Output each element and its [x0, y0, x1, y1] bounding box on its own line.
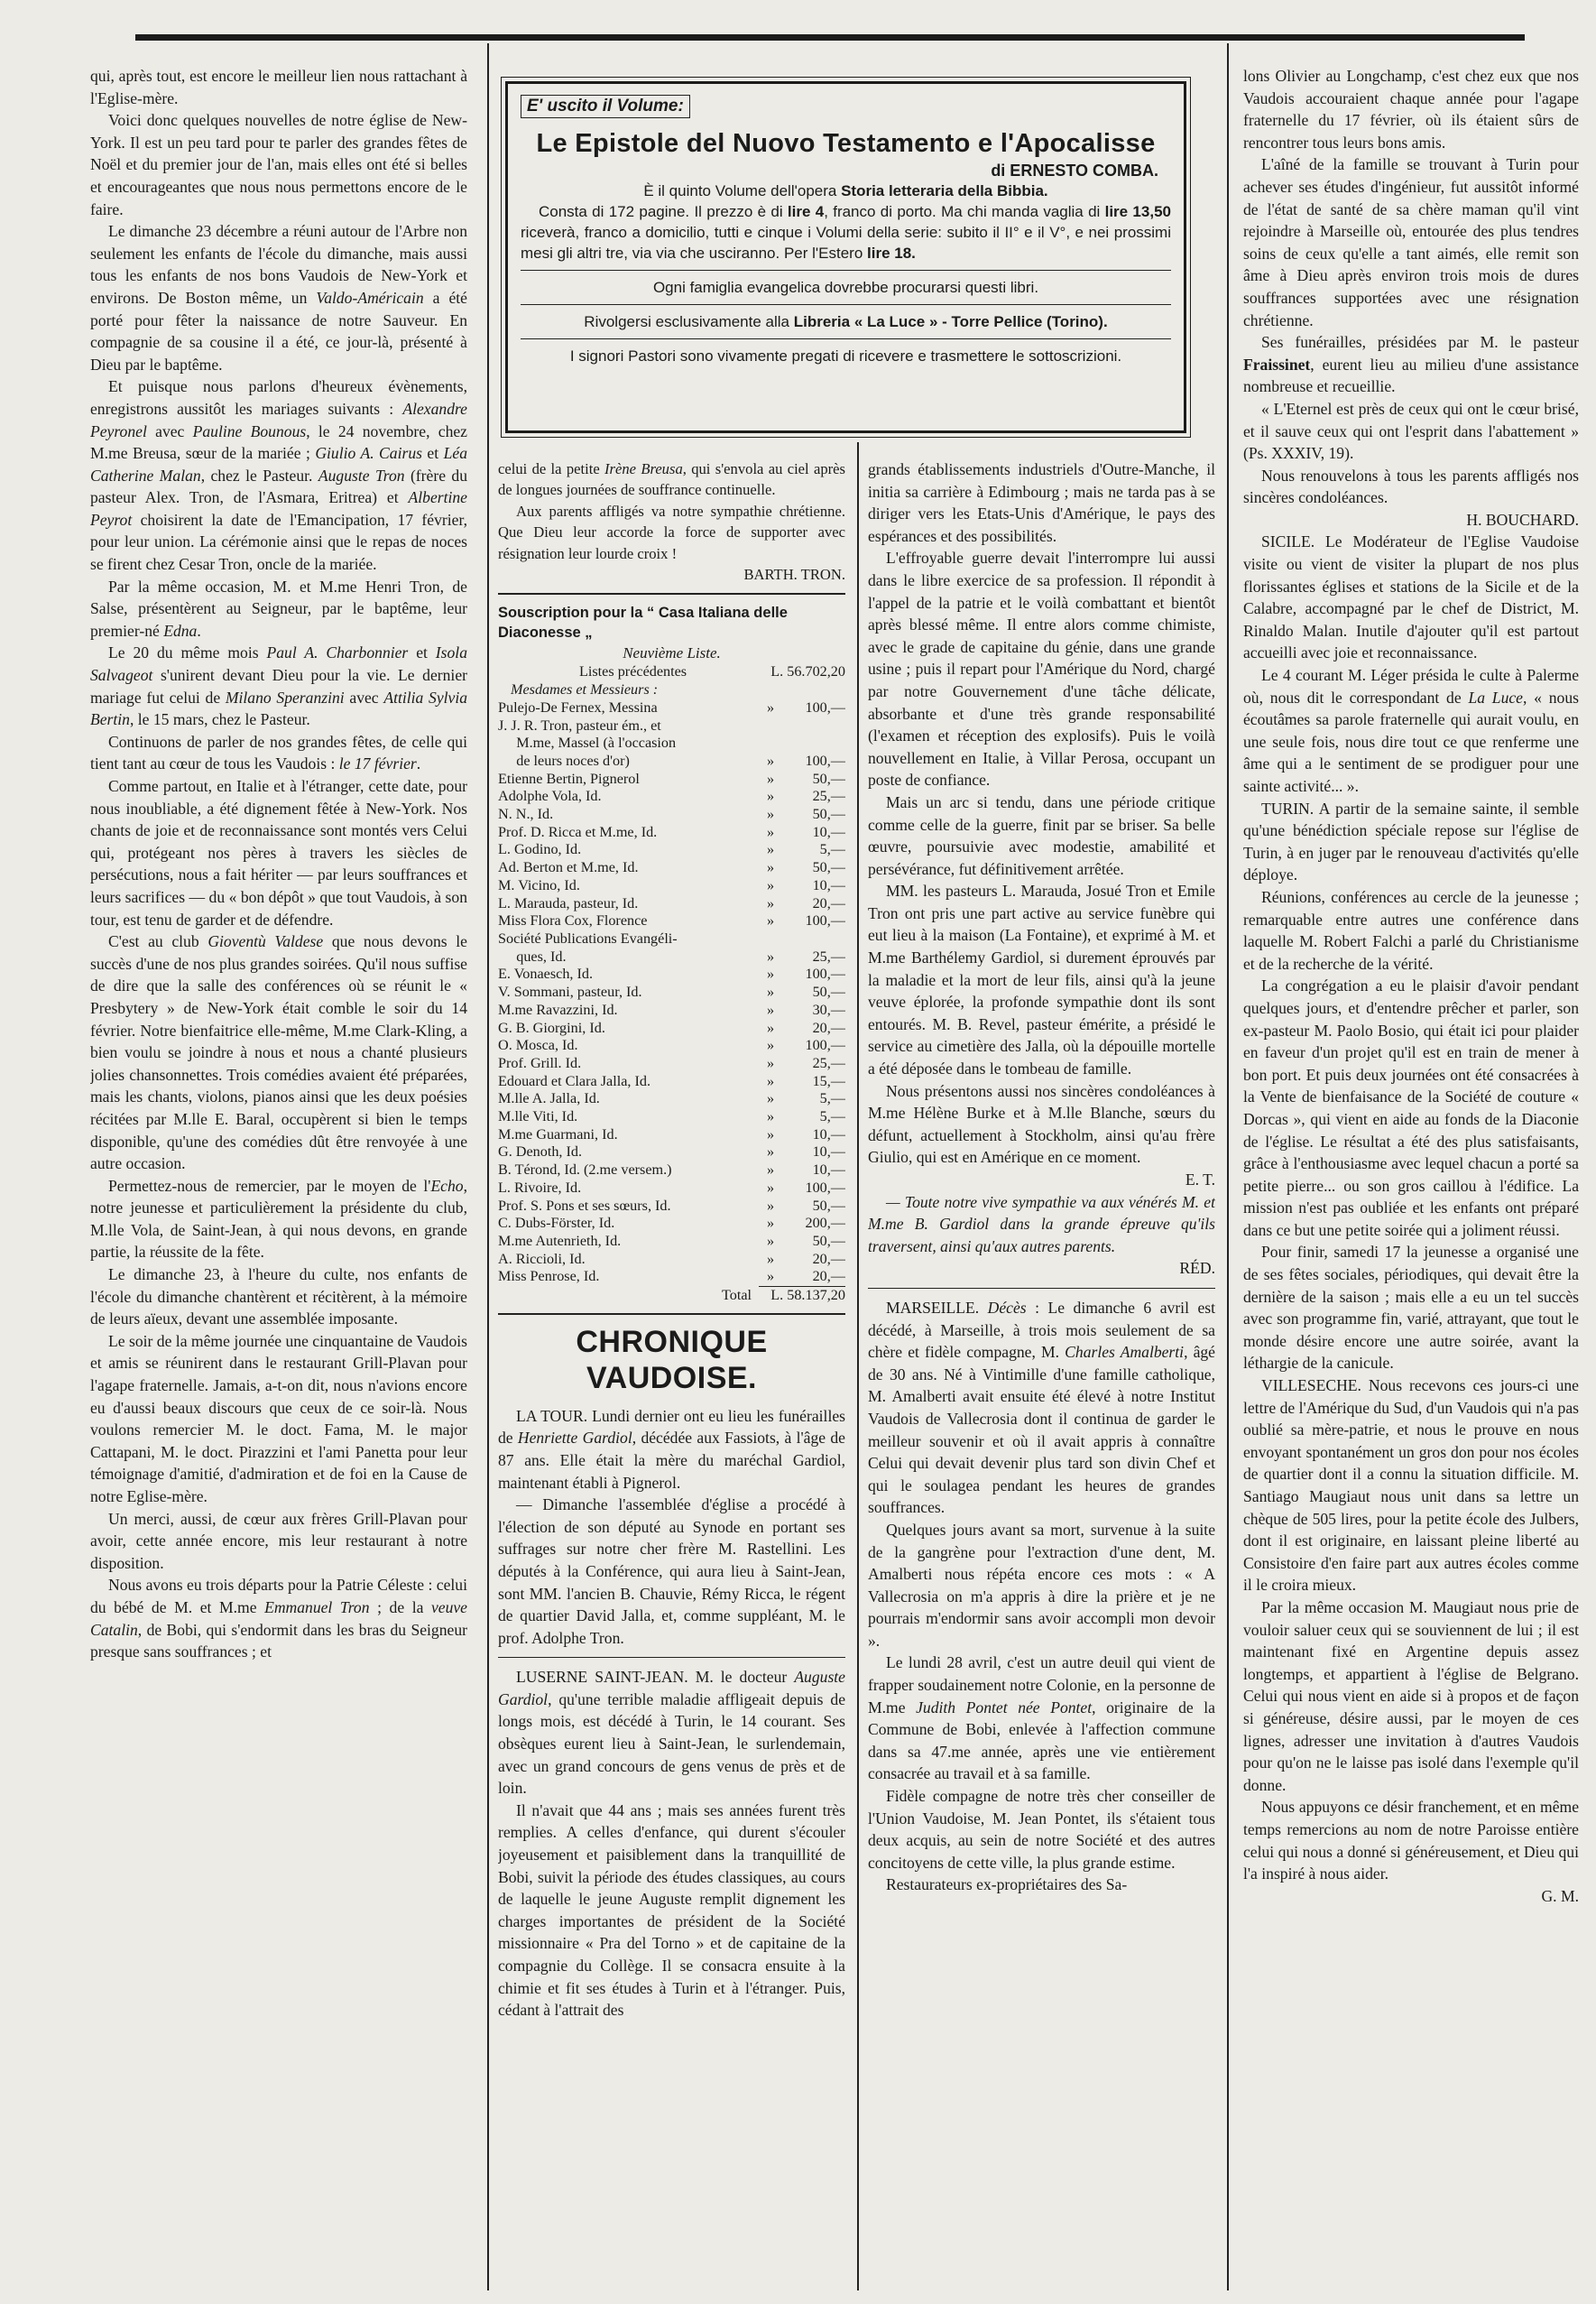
signature: H. BOUCHARD.	[1466, 510, 1579, 529]
donation-amount: 10,—	[812, 1161, 845, 1179]
ditto-mark: »	[766, 1001, 775, 1018]
subscription-row	[498, 1020, 845, 1038]
ditto-mark: »	[766, 1268, 775, 1285]
donation-amount: 20,—	[812, 1268, 845, 1285]
donation-amount	[782, 735, 845, 753]
ditto-mark: »	[766, 912, 775, 930]
ditto-mark: »	[766, 1125, 775, 1143]
ditto-mark: »	[766, 752, 775, 769]
donor-name: M.me Autenrieth, Id.	[498, 1232, 622, 1249]
subscription-row	[498, 1215, 845, 1233]
subscription-row	[498, 984, 845, 1002]
col4-paragraph: Ses funérailles, présidées par M. le pasteur Fraissinet, eurent lieu au milieu d'une assistance nombreuse et recueillie.	[1243, 333, 1579, 396]
ditto-mark: »	[766, 806, 775, 823]
donor-name: M.me, Massel (à l'occasion	[498, 735, 677, 752]
col3-paragraph: Fidèle compagne de notre très cher conseiller de l'Union Vaudoise, M. Jean Pontet, ils s'étaient tous deux acquis, au sein de notre Société et des autres concitoyens de cette ville, la plus grande estime.	[868, 1787, 1215, 1872]
donor-name: Miss Flora Cox, Florence	[498, 912, 648, 930]
column-divider-2	[857, 442, 859, 2290]
ditto-mark: »	[766, 948, 775, 965]
donation-amount: 50,—	[812, 984, 845, 1001]
col4-paragraph: Nous appuyons ce désir franchement, et en même temps remercions au nom de notre Paroisse entière celui qui nous a donné si généreusement, et Dieu qui l'a inspiré à nous aider.	[1243, 1798, 1579, 1883]
col2-paragraph: Aux parents affligés va notre sympathie chrétienne. Que Dieu leur accorde la force de supporter avec résignation leur lourde croix !	[498, 502, 845, 562]
subscription-row	[498, 824, 845, 842]
subscription-table	[498, 663, 845, 699]
donation-amount: 30,—	[812, 1001, 845, 1018]
subscription-row	[498, 1161, 845, 1180]
donation-amount: 100,—	[805, 1037, 845, 1054]
ditto-mark	[759, 717, 782, 736]
donor-name: Prof. Grill. Id.	[498, 1054, 582, 1071]
donation-amount: 50,—	[812, 1197, 845, 1214]
col1-paragraph: Nous avons eu trois départs pour la Patrie Céleste : celui du bébé de M. et M.me Emmanuel Tron ; de la veuve Catalin, de Bobi, qui s'endormit dans les bras du Seigneur presque sans souffrances ; et	[90, 1576, 467, 1661]
donor-name: Prof. S. Pons et ses sœurs, Id.	[498, 1197, 671, 1214]
ad-volume-line: È il quinto Volume dell'opera Storia letteraria della Bibbia.	[643, 182, 1048, 199]
subscription-row	[498, 1037, 845, 1055]
col3-paragraph: Nous présentons aussi nos sincères condoléances à M.me Hélène Burke et à M.lle Blanche, sœurs du défunt, actuellement à Stockholm, ainsi qu'au frère Giulio, qui est en Amérique en ce moment.	[868, 1081, 1215, 1167]
subscription-row	[498, 699, 845, 717]
col1-paragraph: Et puisque nous parlons d'heureux évènements, enregistrons aussitôt les mariages suivants : Alexandre Peyronel avec Pauline Bounous, le 24 novembre, chez M.me Breusa, sœur de la mariée ; Giulio A. Cairus et Léa Catherine Malan, chez le Pasteur. Auguste Tron (frère du pasteur Alex. Tron, de l'Asmara, Eritrea) et Albertine Peyrot choisirent la date de l'Emancipation, 17 février, pour leur union. La cérémonie ainsi que le repas de noces se firent chez Cesar Tron, oncle de la mariée.	[90, 377, 467, 574]
donor-name: Pulejo-De Fernex, Messina	[498, 699, 658, 716]
col1-paragraph: Permettez-nous de remercier, par le moyen de l'Echo, notre jeunesse et particulièrement la présidente du club, M.lle Vola, de Saint-Jean, à qui nous devons, en grande partie, la réussite de la fête.	[90, 1176, 467, 1262]
subscription-row	[498, 841, 845, 859]
col2-paragraph: LA TOUR. Lundi dernier ont eu lieu les funérailles de Henriette Gardiol, décédée aux Fassiots, à l'âge de 87 ans. Elle était la mère du maréchal Gardiol, maintenant établi à Pignerol.	[498, 1406, 845, 1492]
column-divider-3	[1227, 43, 1229, 2290]
subscription-row	[498, 1002, 845, 1020]
col2-paragraph: — Dimanche l'assemblée d'église a procédé à l'élection de son député au Synode en portant ses suffrages sur notre cher frère M. Rastellini. Les députés à la Conférence, qui aura lieu à Saint-Jean, sont MM. l'ancien B. Chauvie, Rémy Ricca, le régent de quartier David Jalla, et, comme suppléant, M. le prof. Adolphe Tron.	[498, 1495, 845, 1647]
donation-amount: 5,—	[819, 1090, 845, 1107]
subscription-subtitle: Neuvième Liste.	[623, 644, 721, 662]
signature: G. M.	[1541, 1886, 1579, 1905]
donor-name: Prof. D. Ricca et M.me, Id.	[498, 823, 658, 840]
column-divider-1	[487, 43, 489, 2290]
col1-paragraph: Le 20 du même mois Paul A. Charbonnier et Isola Salvageot s'unirent devant Dieu pour la vie. Le dernier mariage fut celui de Milano Speranzini avec Attilia Sylvia Bertin, le 15 mars, chez le Pasteur.	[90, 643, 467, 729]
ad-family-line: Ogni famiglia evangelica dovrebbe procurarsi questi libri.	[652, 279, 1039, 296]
ditto-mark: »	[766, 1250, 775, 1267]
col4-paragraph: SICILE. Le Modérateur de l'Eglise Vaudoise visite ou vient de visiter la plupart de nos plus florissantes églises et stations de la Sicile et de la Calabre, accompagné par le chef de District, M. Rinaldo Malan. Inutile d'ajouter qu'il est partout accueilli avec joie et reconnaissance.	[1243, 532, 1579, 662]
col1-paragraph: Par la même occasion, M. et M.me Henri Tron, de Salse, présentèrent au Seigneur, par le baptême, leur premier-né Edna.	[90, 577, 467, 640]
subscription-title: Souscription pour la “ Casa Italiana delle Diaconesse „	[498, 605, 788, 642]
ad-title: Le Epistole del Nuovo Testamento e l'Apocalisse	[536, 129, 1156, 158]
col3-paragraph: grands établissements industriels d'Outre-Manche, il initia sa carrière à Edimbourg ; mais ne tarda pas à se diriger vers les Etats-Unis d'Amérique, le pays des espérances et des possibilités.	[868, 460, 1215, 545]
donation-amount: 5,—	[819, 1108, 845, 1125]
donor-name: C. Dubs-Förster, Id.	[498, 1215, 615, 1232]
donation-amount: 10,—	[812, 1143, 845, 1161]
col4-paragraph: La congrégation a eu le plaisir d'avoir pendant quelques jours, et d'entendre prêcher et parler, son ex-pasteur M. Paolo Bosio, qui était ici pour plaider en faveur d'un projet qu'il est en train de mener à bon port. Et puis deux journées ont été consacrées à la Vente de bienfaisance de la Société de couture « Dorcas », qui vient en aide au fonds de la Diaconie de l'église. Le résultat a été des plus satisfaisants, grâce à l'enthousiasme avec lequel chacun a porté sa petite pierre... ou son gros caillou à l'édifice. La mission n'est pas oubliée et les enfants ont préparé dans ce but une petite soirée qui a joliment réussi.	[1243, 976, 1579, 1239]
column-4	[1243, 65, 1579, 2294]
subscription-row	[498, 877, 845, 895]
subscription-row	[498, 1268, 845, 1286]
donor-name: Etienne Bertin, Pignerol	[498, 770, 640, 787]
donation-amount: 100,—	[805, 1179, 845, 1196]
donor-name: M.lle A. Jalla, Id.	[498, 1090, 600, 1107]
donation-amount: 10,—	[812, 1125, 845, 1143]
donation-amount: 25,—	[812, 948, 845, 965]
donation-amount	[782, 717, 845, 736]
ad-price-text: Consta di 172 pagine. Il prezzo è di lire 4, franco di porto. Ma chi manda vaglia di lire 13,50 riceverà, franco a domicilio, tutti e cinque i Volumi della serie: subito il II° e il V°, e nei prossimi mesi gli altri tre, via via che usciranno. Per l'Estero lire 18.	[521, 203, 1171, 262]
ad-pastors-line: I signori Pastori sono vivamente pregati di ricevere e trasmettere le sottoscrizioni.	[569, 347, 1122, 365]
donation-amount: 50,—	[812, 806, 845, 823]
donor-name: O. Mosca, Id.	[498, 1037, 578, 1054]
ditto-mark	[759, 735, 782, 753]
donation-amount: 25,—	[812, 788, 845, 805]
subscription-total: Total L. 58.137,20	[721, 1286, 845, 1304]
donation-amount: 100,—	[805, 699, 845, 716]
donation-amount: 50,—	[812, 1232, 845, 1249]
donation-amount: 20,—	[812, 1250, 845, 1267]
col4-paragraph: Pour finir, samedi 17 la jeunesse a organisé une de ses fêtes sociales, périodiques, qui devait être la dernière de la saison ; mais elle a eu un tel succès avec son programme fin, varié, attrayant, que tout le monde désire encore une autre soirée, avant la léthargie de la canicule.	[1243, 1243, 1579, 1373]
col4-paragraph: L'aîné de la famille se trouvant à Turin pour achever ses études d'ingénieur, fut aussitôt informé de l'état de santé de sa chère maman qu'il vint rejoindre à Marseille où, entourée des plus tendres soins de ceux qu'elle a tant aimés, elle remit son âme à Dieu après environ trois mois de dures souffrances supportées avec une résignation chrétienne.	[1243, 155, 1579, 329]
col2-paragraph: LUSERNE SAINT-JEAN. M. le docteur Auguste Gardiol, qu'une terrible maladie affligeait depuis de longs mois, est décédé à Turin, le 14 courant. Ses obsèques eurent lieu à Saint-Jean, le surlendemain, avec un grand concours de gens venus de près et de loin.	[498, 1668, 845, 1798]
top-rule	[135, 34, 1525, 41]
donation-amount: 200,—	[805, 1215, 845, 1232]
col4-paragraph: Réunions, conférences au cercle de la jeunesse ; remarquable entre autres une conférence dans laquelle M. Robert Falchi a parlé du Christianisme et de la recherche de la vérité.	[1243, 887, 1579, 973]
subscription-row	[498, 930, 845, 948]
donor-name: B. Térond, Id. (2.me versem.)	[498, 1161, 672, 1179]
donor-name: Adolphe Vola, Id.	[498, 788, 602, 805]
donation-amount: 100,—	[805, 912, 845, 930]
donation-amount: 100,—	[805, 752, 845, 769]
subscription-row	[498, 948, 845, 967]
subscription-row	[498, 966, 845, 984]
donation-amount: 25,—	[812, 1054, 845, 1071]
donor-name: A. Riccioli, Id.	[498, 1250, 586, 1267]
col3-paragraph: Quelques jours avant sa mort, survenue à la suite de la gangrène pour l'extraction d'une dent, M. Amalberti nous répéta encore ces mots : « A Vallecrosia on m'a appris à dire la prière et je ne pourrais m'endormir sans avoir accompli mon devoir ».	[868, 1520, 1215, 1650]
ditto-mark: »	[766, 1197, 775, 1214]
col3-paragraph: Le lundi 28 avril, c'est un autre deuil qui vient de frapper soudainement notre Colonie, en la personne de M.me Judith Pontet née Pontet, originaire de la Commune de Bobi, enlevée à l'affection commune dans sa 47.me année, après une vie entièrement consacrée au travail et à sa famille.	[868, 1653, 1215, 1783]
signature: E. T.	[1185, 1171, 1215, 1189]
subscription-row	[498, 912, 845, 930]
col3-paragraph: L'effroyable guerre devait l'interrompre lui aussi dans le libre exercice de sa profession. Il répondit à l'appel de la patrie et le voilà combattant et bientôt après blessé même. Il entre alors comme chimiste, avec le grade de capitaine du génie, dans une grande usine ; puis il repart pour l'Amérique du Nord, chargé par notre Gouvernement d'une tâche délicate, absorbante et d'une très grande responsabilité (l'examen et réception des explosifs). Puis le voilà nouvellement en Italie, à Villar Perosa, occupant un poste de confiance.	[868, 549, 1215, 790]
donor-name: L. Marauda, pasteur, Id.	[498, 894, 639, 911]
col3-paragraph: Mais un arc si tendu, dans une période critique comme celle de la guerre, finit par se briser. Sa belle œuvre, poursuivie avec modestie, amabilité et persévérance, fut définitivement arrêtée.	[868, 792, 1215, 878]
col2-paragraph: Il n'avait que 44 ans ; mais ses années furent très remplies. A celles d'enfance, qui durent s'écouler joyeusement et paisiblement dans la tranquillité de Bobi, suivit la période des études classiques, au cours de laquelle le jeune Auguste remplit dignement les charges importantes de président de la Société missionnaire « Pra del Torno » et de capitaine de la compagnie du Collège. Il se consacra ensuite à la chimie et fit ses études à Turin et à l'étranger. Puis, cédant à l'attrait des	[498, 1800, 845, 2020]
col1-paragraph: Le dimanche 23 décembre a réuni autour de l'Arbre non seulement les enfants de l'école du dimanche, mais aussi tous les enfants de nos bons Vaudois de New-York et environs. De Boston même, un Valdo-Américain a été porté pour fêter la naissance de notre Sauveur. En compagnie de sa cousine il a été, ce jour-là, présenté à Dieu par le baptême.	[90, 222, 467, 374]
donation-amount: 10,—	[812, 876, 845, 893]
previous-lists-row: Listes précédentes L. 56.702,20	[579, 663, 845, 680]
column-3	[868, 458, 1215, 2294]
donor-name: ques, Id.	[498, 948, 567, 965]
donation-amount: 100,—	[805, 966, 845, 983]
subscription-row	[498, 1143, 845, 1161]
col4-paragraph: VILLESECHE. Nous recevons ces jours-ci une lettre de l'Amérique du Sud, d'un Vaudois qui n'a pas oublié sa mère-patrie, et nous le prouve en nous envoyant spontanément un gros don pour nos écoles de quartier dont il a connu la situation difficile. M. Santiago Maugiaut nous unit dans sa lettre un chèque de 505 lires, pour la petite école des Julbers, dont il est originaire, en laissant pleine liberté au Consistoire d'en faire part aux autres écoles comme il le croira mieux.	[1243, 1376, 1579, 1595]
column-2	[498, 458, 845, 2294]
signature: RÉD.	[1179, 1259, 1215, 1278]
ditto-mark: »	[766, 1054, 775, 1071]
ditto-mark: »	[766, 1215, 775, 1232]
ditto-mark: »	[766, 984, 775, 1001]
ditto-mark: »	[766, 699, 775, 716]
subscription-row	[498, 1055, 845, 1073]
ditto-mark: »	[766, 1108, 775, 1125]
ditto-mark: »	[766, 788, 775, 805]
donor-name: Ad. Berton et M.me, Id.	[498, 859, 639, 876]
donor-name: V. Sommani, pasteur, Id.	[498, 984, 642, 1001]
col3-paragraph: — Toute notre vive sympathie va aux vénérés M. et M.me B. Gardiol dans la grande épreuve qu'ils traversent, ainsi qu'aux autres parents.	[868, 1192, 1215, 1255]
ad-kicker: E' uscito il Volume:	[521, 95, 690, 118]
donor-name: G. B. Giorgini, Id.	[498, 1019, 605, 1036]
donor-name: J. J. R. Tron, pasteur ém., et	[498, 717, 661, 734]
donor-name: M.me Guarmani, Id.	[498, 1125, 618, 1143]
col1-paragraph: Comme partout, en Italie et à l'étranger, cette date, pour nous inoubliable, a été dignement fêtée à New-York. Nos chants de joie et de reconnaissance sont montés vers Celui qui, protégeant nos pères à travers les siècles de persécutions, nous a fait hériter — par leurs souffrances et leurs sacrifices — du « bon dépôt » que tout Vaudois, à son tour, est tenu de garder et de défendre.	[90, 777, 467, 929]
ditto-mark: »	[766, 1072, 775, 1089]
donor-name: de leurs noces d'or)	[498, 752, 630, 769]
donor-name: M.lle Viti, Id.	[498, 1108, 578, 1125]
donation-amount: 20,—	[812, 1019, 845, 1036]
ditto-mark: »	[766, 966, 775, 983]
donor-name: E. Vonaesch, Id.	[498, 966, 594, 983]
subscription-row	[498, 1198, 845, 1216]
ditto-mark: »	[766, 859, 775, 876]
col1-paragraph: qui, après tout, est encore le meilleur lien nous rattachant à l'Eglise-mère.	[90, 67, 467, 107]
subscription-row	[498, 753, 845, 771]
ad-contact-line: Rivolgersi esclusivamente alla Libreria « La Luce » - Torre Pellice (Torino).	[584, 313, 1108, 330]
col1-paragraph: Le soir de la même journée une cinquantaine de Vaudois et amis se réunirent dans le restaurant Grill-Plavan pour l'agape fraternelle. Jamais, a-t-on dit, nous n'avions encore eu d'aussi beaux discours que ceux de ce soir-là. Nous voulons remercier M. le doct. Fama, M. le major Cattapani, M. le doct. Pirazzini et l'ami Panetta pour leur témoignage d'amitié, d'admiration et de foi en la Cause de notre Eglise-mère.	[90, 1331, 467, 1505]
donor-name: Société Publications Evangéli-	[498, 930, 678, 947]
col3-paragraph: MM. les pasteurs L. Marauda, Josué Tron et Emile Tron ont pris une part active au service funèbre qui eut lieu à la maison (La Fontaine), et exprimé à M. et M.me Barthélemy Gardiol, si durement éprouvés par la maladie et la mort de leur fils, ainsi qu'à la jeune veuve éplorée, la profonde sympathie dont ils sont entourés. M. B. Revel, pasteur émérite, a présidé le service au cimetière des Jalla, où la dépouille mortelle a été déposée dans le tombeau de famille.	[868, 882, 1215, 1078]
col1-paragraph: Le dimanche 23, à l'heure du culte, nos enfants de l'école du dimanche chantèrent et récitèrent, à la mémoire de leurs aïeux, devant une assemblée imposante.	[90, 1265, 467, 1328]
donation-amount: 10,—	[812, 823, 845, 840]
chronique-heading: CHRONIQUE VAUDOISE.	[576, 1324, 768, 1395]
ditto-mark: »	[766, 1090, 775, 1107]
subscription-row	[498, 717, 845, 736]
col2-paragraph: celui de la petite Irène Breusa, qui s'envola au ciel après de longues journées de souffrance continuelle.	[498, 460, 845, 499]
donation-amount: 50,—	[812, 770, 845, 787]
col4-paragraph: TURIN. A partir de la semaine sainte, il semble qu'une bénédiction spéciale repose sur l'église de Turin, à en juger par le renouveau d'activités qu'elle déploye.	[1243, 799, 1579, 884]
donation-amount: 20,—	[812, 894, 845, 911]
donor-name: Edouard et Clara Jalla, Id.	[498, 1072, 651, 1089]
ditto-mark: »	[766, 876, 775, 893]
ditto-mark: »	[766, 823, 775, 840]
ditto-mark: »	[766, 1232, 775, 1249]
donation-amount: 5,—	[819, 841, 845, 858]
subscription-row	[498, 1233, 845, 1251]
col3-paragraph: MARSEILLE. Décès : Le dimanche 6 avril est décédé, à Marseille, à trois mois seulement de sa chère et fidèle compagne, M. Charles Amalberti, âgé de 30 ans. Né à Vintimille d'une famille catholique, M. Amalberti avait ensuite été élevé à notre Institut Vaudois de Vallecrosia dont il continua de garder le meilleur souvenir et où il avait appris à connaître Celui qui devait devenir plus tard son divin Chef et qui le soulagea pendant les heures de grandes souffrances.	[868, 1298, 1215, 1517]
signature: BARTH. TRON.	[743, 566, 845, 584]
col1-paragraph: C'est au club Gioventù Valdese que nous devons le succès d'une de nos plus grandes soirées. Qu'il nous suffise de dire que la salle des conférences où se réunit le « Presbytery » de New-York était comble le soir du 14 février. Notre bienfaitrice elle-même, M.me Clark-Kling, a bien voulu se joindre à nous et nous a chanté plusieurs jolies chansonnettes. Trois comédies avaient été préparées, mais les chants, violons, pianos ainsi que les deux poésies récitées par M.lle E. Baral, occupèrent si bien le temps disponible, qu'une des comédies dût être renvoyée à une autre occasion.	[90, 932, 467, 1173]
ditto-mark: »	[766, 1019, 775, 1036]
subscription-row	[498, 859, 845, 877]
ditto-mark: »	[766, 770, 775, 787]
subscription-rows	[498, 699, 845, 1286]
col4-paragraph: « L'Eternel est près de ceux qui ont le cœur brisé, et il sauve ceux qui ont l'esprit dans l'abattement » (Ps. XXXIV, 19).	[1243, 399, 1579, 463]
ditto-mark: »	[766, 894, 775, 911]
book-advertisement	[505, 81, 1186, 433]
col4-paragraph: Le 4 courant M. Léger présida le culte à Palerme où, nous dit le correspondant de La Luce, « nous écoutâmes sa parole fraternelle qui aurait voulu, en une seule fois, nous dire tout ce que renferme une âme qui a le sentiment de se prodiguer pour une sainte activité... ».	[1243, 666, 1579, 795]
subscription-row	[498, 806, 845, 824]
subscription-row	[498, 1251, 845, 1269]
donor-name: N. N., Id.	[498, 806, 554, 823]
subscription-row	[498, 895, 845, 913]
donor-name: L. Godino, Id.	[498, 841, 582, 858]
subscription-row	[498, 788, 845, 806]
list-intro: Mesdames et Messieurs :	[511, 681, 659, 699]
ditto-mark: »	[766, 1161, 775, 1179]
col3-paragraph: Restaurateurs ex-propriétaires des Sa-	[886, 1875, 1128, 1894]
col1-paragraph: Voici donc quelques nouvelles de notre église de New-York. Il est un peu tard pour te parler des grandes fêtes de Noël et du premier jour de l'an, mais elles ont été si belles et encourageantes que nous nous permettons encore de le faire.	[90, 111, 467, 218]
donor-name: M. Vicino, Id.	[498, 876, 580, 893]
col4-paragraph: Par la même occasion M. Maugiaut nous prie de vouloir saluer ceux qui se souviennent de lui ; il est maintenant fixé en Argentine depuis assez longtemps, et appartient à l'église de Belgrano. Celui qui nous vient en aide si à propos et de façon si généreuse, désire aussi, par le moyen de ces lignes, adresser une invitation à d'autres Vaudois pour qu'on ne le laisse pas isolé dans l'exemple qu'il donne.	[1243, 1597, 1579, 1794]
donor-name: G. Denoth, Id.	[498, 1143, 583, 1161]
donor-name: Miss Penrose, Id.	[498, 1268, 600, 1285]
ditto-mark: »	[766, 841, 775, 858]
subscription-row	[498, 735, 845, 753]
ditto-mark	[759, 930, 782, 948]
subscription-row	[498, 1090, 845, 1108]
col1-paragraph: Continuons de parler de nos grandes fêtes, de celle qui tient tant au cœur de tous les Vaudois : le 17 février.	[90, 732, 467, 773]
donation-amount: 50,—	[812, 859, 845, 876]
subscription-row	[498, 1126, 845, 1144]
column-1	[90, 65, 467, 2294]
col1-paragraph: Un merci, aussi, de cœur aux frères Grill-Plavan pour avoir, cette année encore, mis leur restaurant à notre disposition.	[90, 1509, 467, 1572]
ditto-mark: »	[766, 1179, 775, 1196]
ditto-mark: »	[766, 1143, 775, 1161]
col4-paragraph: lons Olivier au Longchamp, c'est chez eux que nos Vaudois accouraient chaque année pour l'agape fraternelle du 17 février, où ils étaient sûrs de rencontrer tous leurs bons amis.	[1243, 67, 1579, 152]
ditto-mark: »	[766, 1037, 775, 1054]
donor-name: L. Rivoire, Id.	[498, 1179, 582, 1196]
subscription-row	[498, 771, 845, 789]
donation-amount	[782, 930, 845, 948]
subscription-row	[498, 1180, 845, 1198]
ad-author: di ERNESTO COMBA.	[991, 162, 1158, 180]
donor-name: M.me Ravazzini, Id.	[498, 1001, 618, 1018]
subscription-row	[498, 1108, 845, 1126]
donation-amount: 15,—	[812, 1072, 845, 1089]
subscription-row	[498, 1073, 845, 1091]
col4-paragraph: Nous renouvelons à tous les parents affligés nos sincères condoléances.	[1243, 466, 1579, 507]
